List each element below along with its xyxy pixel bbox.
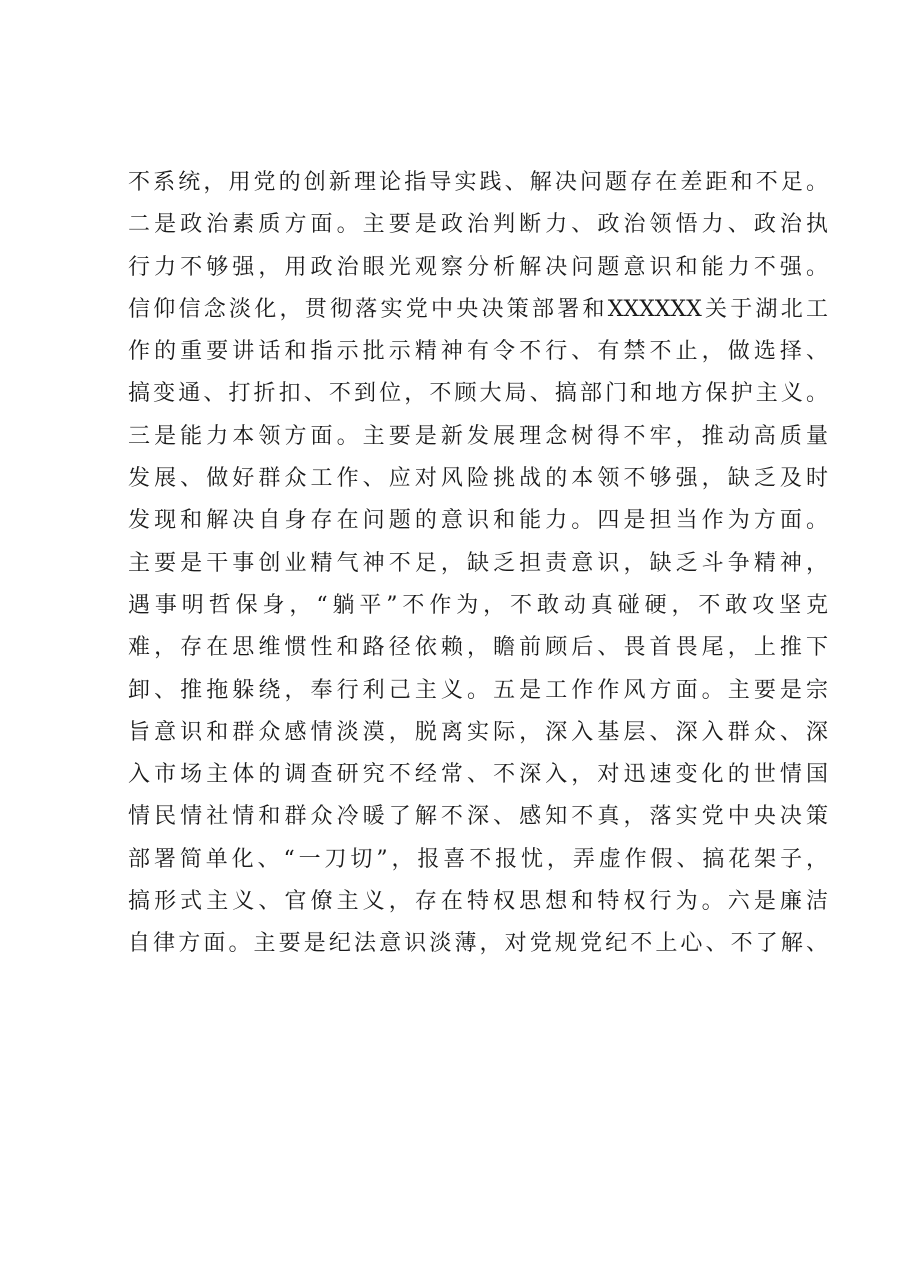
text-line: 自律方面。主要是纪法意识淡薄，对党规党纪不上心、不了解、 [128, 931, 828, 957]
text-line: 难，存在思维惯性和路径依赖，瞻前顾后、畏首畏尾，上推下 [128, 635, 828, 661]
text-line: 旨意识和群众感情淡漠，脱离实际，深入基层、深入群众、深 [128, 719, 828, 745]
text-line: 情民情社情和群众冷暖了解不深、感知不真，落实党中央决策 [128, 804, 828, 830]
text-line: 搞变通、打折扣、不到位，不顾大局、搞部门和地方保护主义。 [128, 381, 828, 407]
text-line: 搞形式主义、官僚主义，存在特权思想和特权行为。六是廉洁 [128, 889, 828, 915]
text-line: 入市场主体的调查研究不经常、不深入，对迅速变化的世情国 [128, 762, 828, 788]
text-line: 遇事明哲保身，“躺平”不作为，不敢动真碰硬，不敢攻坚克 [128, 592, 828, 618]
text-line: 信仰信念淡化，贯彻落实党中央决策部署和XXXXXX关于湖北工 [128, 296, 828, 322]
text-line: 卸、推拖躲绕，奉行利己主义。五是工作作风方面。主要是宗 [128, 677, 828, 703]
text-line: 发现和解决自身存在问题的意识和能力。四是担当作为方面。 [128, 508, 828, 534]
text-line: 主要是干事创业精气神不足，缺乏担责意识，缺乏斗争精神， [128, 550, 828, 576]
text-line: 二是政治素质方面。主要是政治判断力、政治领悟力、政治执 [128, 212, 828, 238]
text-line: 行力不够强，用政治眼光观察分析解决问题意识和能力不强。 [128, 254, 828, 280]
body-text [128, 162, 828, 966]
text-line: 发展、做好群众工作、应对风险挑战的本领不够强，缺乏及时 [128, 466, 828, 492]
text-line: 不系统，用党的创新理论指导实践、解决问题存在差距和不足。 [128, 170, 828, 195]
text-line: 三是能力本领方面。主要是新发展理念树得不牢，推动高质量 [128, 423, 828, 449]
text-line: 部署简单化、“一刀切”，报喜不报忧，弄虚作假、搞花架子， [128, 846, 828, 872]
text-line: 作的重要讲话和指示批示精神有令不行、有禁不止，做选择、 [128, 339, 828, 365]
